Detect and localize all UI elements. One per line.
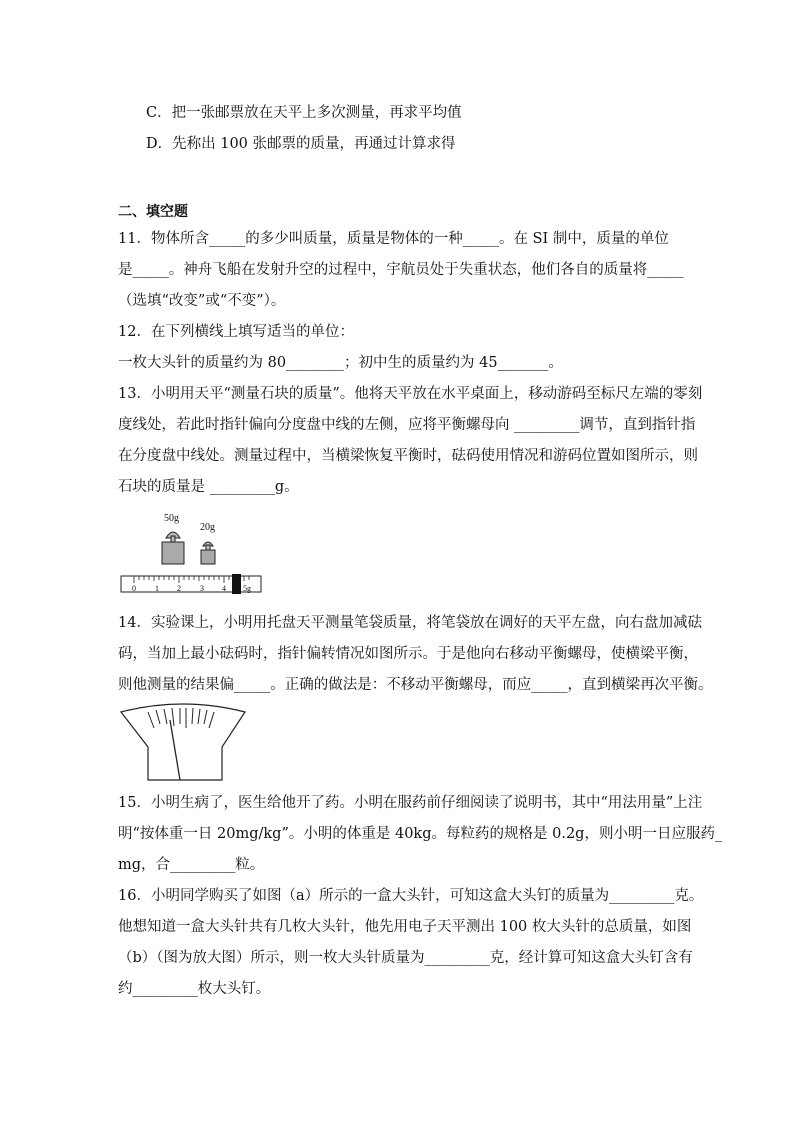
option-d: D．先称出 100 张邮票的质量，再通过计算求得	[146, 136, 456, 152]
question-13-line-4: 石块的质量是 _________g。	[118, 479, 299, 495]
tick-label-2: 2	[177, 584, 181, 593]
option-c: C．把一张邮票放在天平上多次测量，再求平均值	[146, 105, 462, 121]
question-14-line-3: 则他测量的结果偏_____。正确的做法是：不移动平衡螺母，而应_____，直到横梁再次平衡。	[118, 677, 713, 693]
question-16-line-2: 他想知道一盒大头针共有几枚大头针，他先用电子天平测出 100 枚大头针的总质量，如图	[118, 919, 692, 935]
question-15-line-1: 15．小明生病了，医生给他开了药。小明在服药前仔细阅读了说明书，其中“用法用量”上注	[118, 795, 703, 811]
question-15-line-2: 明“按体重一日 20mg/kg”。小明的体重是 40kg。每粒药的规格是 0.2g，则小明一日应服药_	[118, 826, 723, 842]
question-16-line-4: 约_________枚大头钉。	[118, 981, 271, 997]
question-13-line-1: 13．小明用天平“测量石块的质量”。他将天平放在水平桌面上，移动游码至标尺左端的零刻	[118, 386, 703, 402]
weight-50g-label: 50g	[164, 513, 179, 524]
question-11-line-3: （选填“改变”或“不变”）。	[118, 293, 286, 309]
question-12-line-1: 12．在下列横线上填写适当的单位：	[118, 324, 354, 340]
question-16-line-1: 16．小明同学购买了如图（a）所示的一盒大头针，可知这盒大头钉的质量为_________克。	[118, 888, 704, 904]
question-16-line-3: （b）（图为放大图）所示，则一枚大头针质量为_________克，经计算可知这盒大头钉含有	[118, 950, 693, 966]
weight-20g-label: 20g	[200, 522, 215, 533]
question-14-line-1: 14．实验课上，小明用托盘天平测量笔袋质量，将笔袋放在调好的天平左盘，向右盘加减砝	[118, 615, 702, 631]
weights-and-scale-figure	[118, 508, 268, 598]
question-11-line-2: 是_____。神舟飞船在发射升空的过程中，宇航员处于失重状态，他们各自的质量将_____	[118, 262, 684, 278]
tick-label-4: 4	[222, 584, 226, 593]
question-14-line-2: 码，当加上最小砝码时，指针偏转情况如图所示。于是他向右移动平衡螺母，使横梁平衡，	[118, 646, 698, 662]
question-15-line-3: mg，合_________粒。	[118, 857, 265, 873]
tick-label-3: 3	[200, 584, 204, 593]
question-12-line-2: 一枚大头针的质量约为 80________；初中生的质量约为 45_______。	[118, 355, 563, 371]
question-13-line-2: 度线处，若此时指针偏向分度盘中线的左侧，应将平衡螺母向 _________调节，直到指针指	[118, 417, 696, 433]
tick-label-5g: 5g	[243, 584, 251, 593]
tick-label-1: 1	[155, 584, 159, 593]
rider-marker	[232, 574, 241, 594]
question-11-line-1: 11．物体所含_____的多少叫质量，质量是物体的一种_____。在 SI 制中，质量的单位	[118, 231, 669, 247]
question-13-line-3: 在分度盘中线处。测量过程中，当横梁恢复平衡时，砝码使用情况和游码位置如图所示，则	[118, 448, 698, 464]
dial-outline	[121, 704, 245, 780]
balance-dial-figure	[118, 702, 248, 782]
section-title: 二、填空题	[118, 204, 188, 220]
tick-label-0: 0	[132, 584, 136, 593]
